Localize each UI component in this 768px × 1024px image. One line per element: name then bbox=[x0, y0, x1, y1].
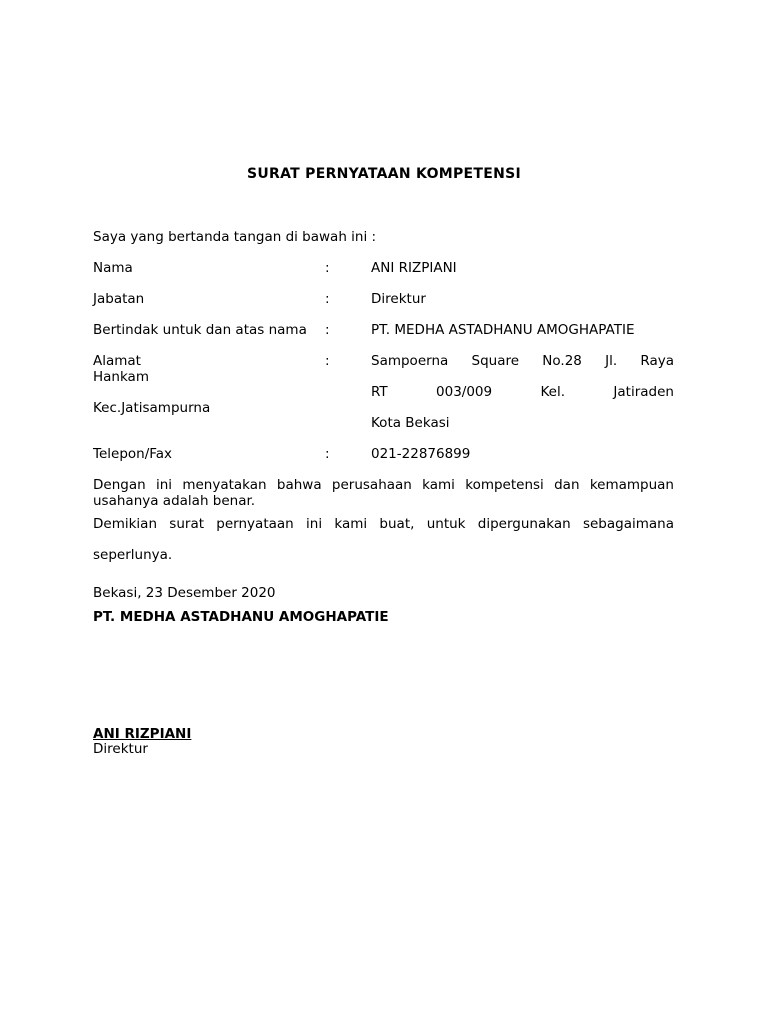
address-word: Raya bbox=[640, 353, 674, 369]
closing-line1: Demikian surat pernyataan ini kami buat, untuk dipergunakan sebagaimana bbox=[93, 516, 674, 532]
address-word: Sampoerna bbox=[371, 353, 449, 369]
field-colon-telepon: : bbox=[325, 446, 330, 462]
field-value-jabatan: Direktur bbox=[371, 291, 426, 307]
address-word: No.28 bbox=[542, 353, 582, 369]
field-label-alamat: Alamat bbox=[93, 353, 141, 369]
field-value-bertindak: PT. MEDHA ASTADHANU AMOGHAPATIE bbox=[371, 322, 635, 338]
document-title: SURAT PERNYATAAN KOMPETENSI bbox=[246, 166, 522, 182]
field-label-telepon: Telepon/Fax bbox=[93, 446, 173, 462]
address-word: Square bbox=[471, 353, 520, 369]
field-value-telepon: 021-22876899 bbox=[371, 446, 471, 462]
field-colon-bertindak: : bbox=[325, 322, 330, 338]
field-label-nama: Nama bbox=[93, 260, 133, 276]
statement-line2: usahanya adalah benar. bbox=[93, 493, 256, 509]
place-date: Bekasi, 23 Desember 2020 bbox=[93, 585, 276, 601]
field-label-jabatan: Jabatan bbox=[93, 291, 145, 307]
address-word: Kel. bbox=[540, 384, 566, 400]
signer-title: Direktur bbox=[93, 741, 148, 757]
field-label-alamat-line2: Hankam bbox=[93, 369, 149, 385]
field-colon-alamat: : bbox=[325, 353, 330, 369]
statement-line1: Dengan ini menyatakan bahwa perusahaan kami kompetensi dan kemampuan bbox=[93, 477, 674, 493]
field-colon-jabatan: : bbox=[325, 291, 330, 307]
field-label-alamat-line3: Kec.Jatisampurna bbox=[93, 400, 211, 416]
address-word: 003/009 bbox=[436, 384, 493, 400]
closing-line2: seperlunya. bbox=[93, 547, 173, 563]
company-name: PT. MEDHA ASTADHANU AMOGHAPATIE bbox=[93, 609, 389, 625]
field-value-alamat-line2 bbox=[371, 384, 674, 400]
signer-name: ANI RIZPIANI bbox=[93, 726, 192, 742]
address-word: Jatiraden bbox=[613, 384, 674, 400]
field-label-bertindak: Bertindak untuk dan atas nama bbox=[93, 322, 307, 338]
address-word: RT bbox=[371, 384, 388, 400]
field-value-alamat-line3: Kota Bekasi bbox=[371, 415, 450, 431]
field-value-nama: ANI RIZPIANI bbox=[371, 260, 457, 276]
field-colon-nama: : bbox=[325, 260, 330, 276]
intro-text: Saya yang bertanda tangan di bawah ini : bbox=[93, 229, 377, 245]
field-value-alamat-line1 bbox=[371, 353, 674, 369]
address-word: Jl. bbox=[605, 353, 618, 369]
